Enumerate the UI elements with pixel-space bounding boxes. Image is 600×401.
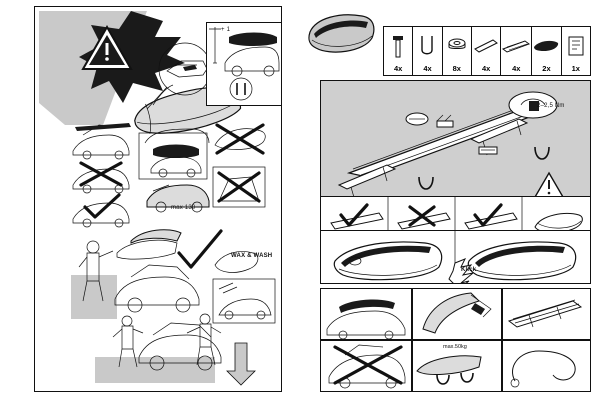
roof-box-icon <box>306 8 380 62</box>
part-qty-label: 2x <box>542 64 551 73</box>
u-bracket-icon <box>413 27 441 64</box>
height-limit-panel <box>206 22 282 106</box>
torque-label: 2–2,5 Nm <box>537 103 565 109</box>
usage-cell-lid-strap <box>412 288 502 340</box>
clamp-icon <box>532 27 560 64</box>
part-cell-u-bracket <box>413 27 442 75</box>
usage-cell-rail-detail <box>502 288 591 340</box>
part-qty-label: 4x <box>423 64 432 73</box>
part-qty-label: 8x <box>452 64 461 73</box>
part-cell-bolt <box>384 27 413 75</box>
washer-icon <box>443 27 471 64</box>
speed-limit-label: max 130 <box>171 205 196 211</box>
wax-wash-label: WAX & WASH <box>231 253 273 259</box>
usage-cell-max-load <box>412 340 502 392</box>
part-qty-label: 1x <box>571 64 580 73</box>
parts-quantity-bar <box>383 26 591 76</box>
height-limit-label: + 1 <box>221 27 231 33</box>
part-qty-label: 4x <box>393 64 403 73</box>
lid-close-step <box>320 230 591 284</box>
usage-cell-cable-loop <box>502 340 591 392</box>
max-load-caption: max.50kg <box>443 344 467 350</box>
part-qty-label: 4x <box>481 64 491 73</box>
part-cell-rubber-strip <box>501 27 532 75</box>
part-cell-washer <box>443 27 472 75</box>
part-cell-plate <box>472 27 501 75</box>
usage-cell-no-person <box>320 340 412 392</box>
rubber-strip-icon <box>501 27 531 64</box>
usage-cell-loading-box <box>320 288 412 340</box>
usage-grid <box>320 288 591 392</box>
part-cell-clamp <box>532 27 561 75</box>
mounting-diagram <box>320 80 591 214</box>
part-qty-label: 4x <box>512 64 521 73</box>
part-cell-key <box>562 27 590 75</box>
plate-icon <box>472 27 500 64</box>
click-burst-label: Klick <box>461 267 477 273</box>
bolt-icon <box>384 27 412 64</box>
key-icon <box>562 27 590 64</box>
